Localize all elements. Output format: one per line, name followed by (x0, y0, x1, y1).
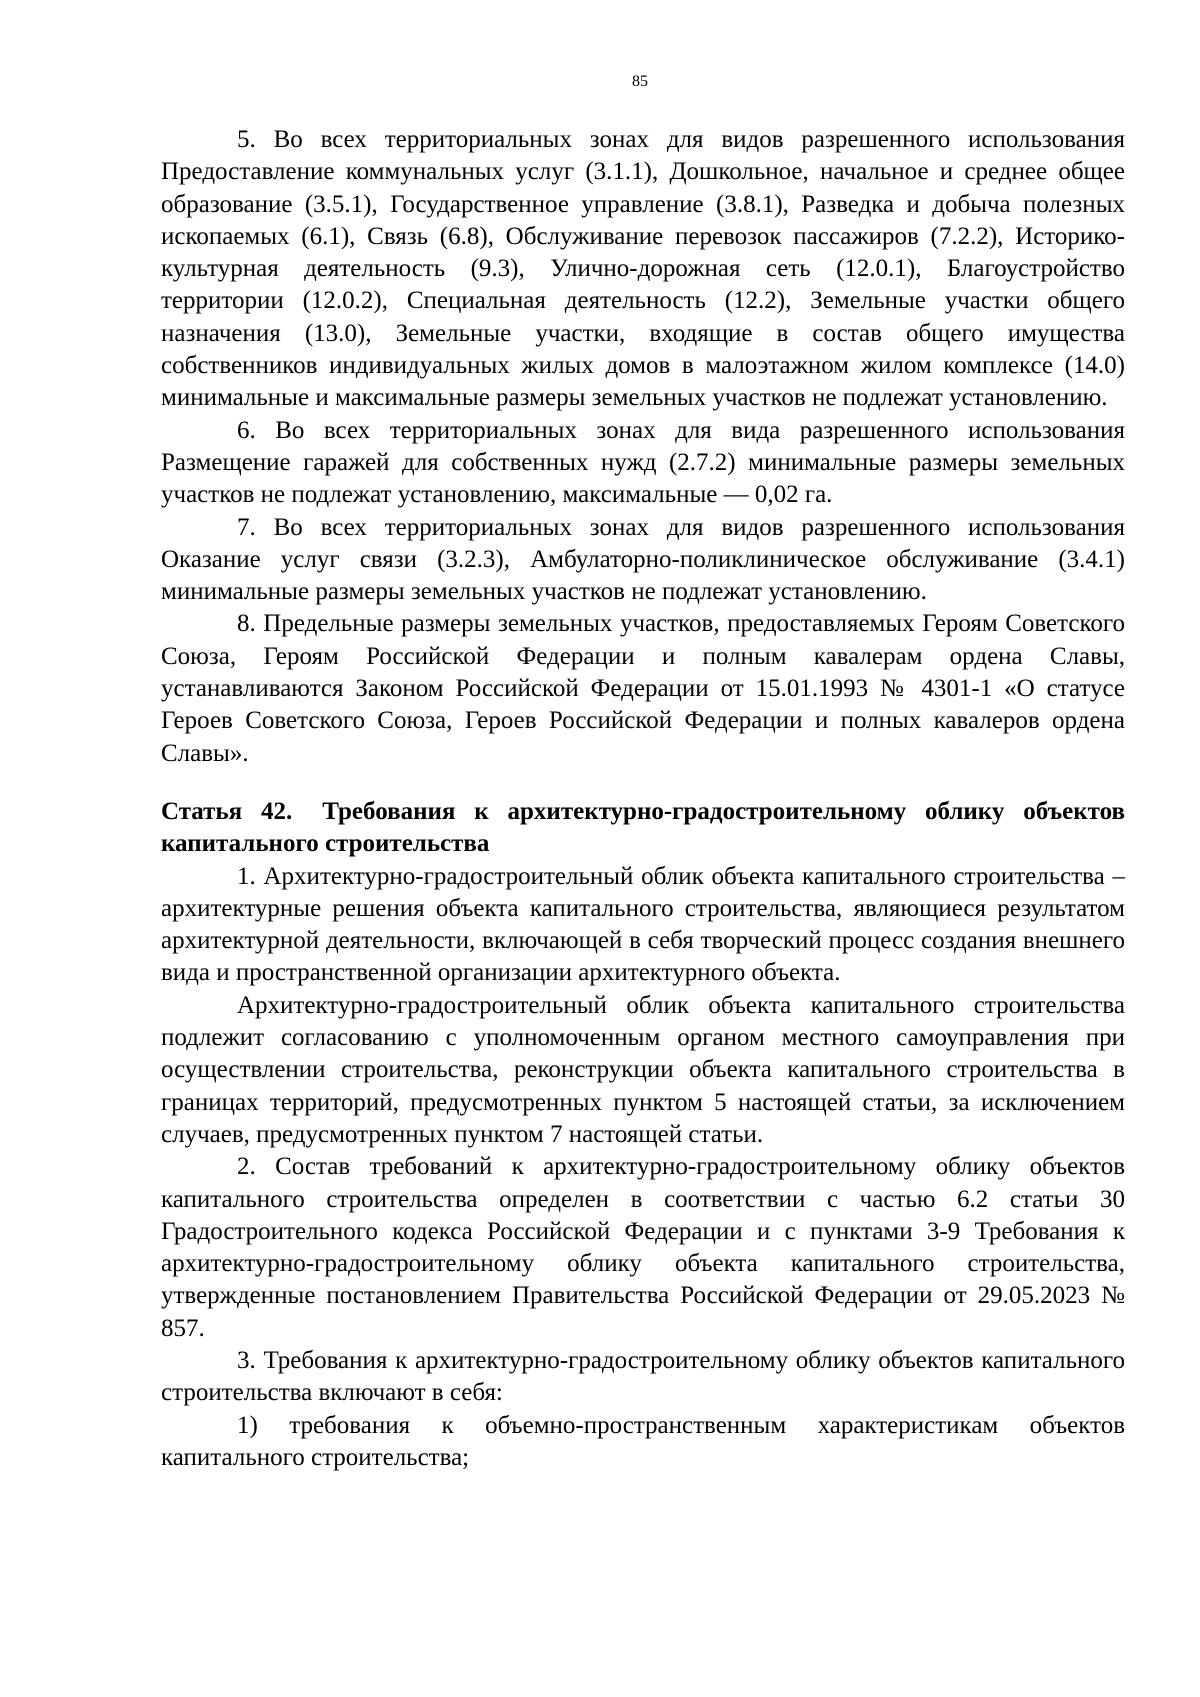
article-paragraph-3: 3. Требования к архитектурно-градостроительному облику объектов капитального строительства включают в себя: (161, 1346, 1125, 1407)
document-body (161, 124, 1125, 1474)
article-paragraph-2: 2. Состав требований к архитектурно-градостроительному облику объектов капитального строительства определен в соответствии с частью 6.2 статьи 30 Градостроительного кодекса Российской Федерации и с пунктами 3-9 Требования к архитектурно-градостроительному облику объекта капитального строительства, утвержденные постановлением Правительства Российской Федерации от 29.05.2023 № 857. (161, 1153, 1125, 1342)
article-paragraph-1: 1. Архитектурно-градостроительный облик объекта капитального строительства – архитектурные решения объекта капитального строительства, являющиеся результатом архитектурной деятельности, включающей в себя творческий процесс создания внешнего вида и пространственной организации архитектурного объекта. (161, 862, 1125, 987)
article-paragraph-1-cont: Архитектурно-градостроительный облик объекта капитального строительства подлежит согласованию с уполномоченным органом местного самоуправления при осуществлении строительства, реконструкции объекта капитального строительства в границах территорий, предусмотренных пунктом 5 настоящей статьи, за исключением случаев, предусмотренных пунктом 7 настоящей статьи. (161, 991, 1125, 1148)
paragraph-item-5: 5. Во всех территориальных зонах для видов разрешенного использования Предоставление коммунальных услуг (3.1.1), Дошкольное, начальное и среднее общее образование (3.5.1), Государственное управление (3.8.1), Разведка и добыча полезных ископаемых (6.1), Связь (6.8), Обслуживание перевозок пассажиров (7.2.2), Историко-культурная деятельность (9.3), Улично-дорожная сеть (12.0.1), Благоустройство территории (12.0.2), Специальная деятельность (12.2), Земельные участки общего назначения (13.0), Земельные участки, входящие в состав общего имущества собственников индивидуальных жилых домов в малоэтажном жилом комплексе (14.0) минимальные и максимальные размеры земельных участков не подлежат установлению. (161, 126, 1125, 412)
article-title: Требования к архитектурно-градостроительному облику объектов капитального строительства (161, 797, 1125, 858)
paragraph-item-7: 7. Во всех территориальных зонах для видов разрешенного использования Оказание услуг связи (3.2.3), Амбулаторно-поликлиническое обслуживание (3.4.1) минимальные размеры земельных участков не подлежат установлению. (161, 513, 1125, 606)
article-heading (161, 796, 1125, 861)
page-number: 85 (632, 73, 648, 90)
paragraph-item-8: 8. Предельные размеры земельных участков, предоставляемых Героям Советского Союза, Героям Российской Федерации и полным кавалерам ордена Славы, устанавливаются Законом Российской Федерации от 15.01.1993 № 4301-1 «О статусе Героев Советского Союза, Героев Российской Федерации и полных кавалеров ордена Славы». (161, 610, 1125, 767)
article-label: Статья 42. (161, 797, 293, 825)
paragraph-item-6: 6. Во всех территориальных зонах для вида разрешенного использования Размещение гаражей для собственных нужд (2.7.2) минимальные размеры земельных участков не подлежат установлению, максимальные — 0,02 га. (161, 416, 1125, 509)
article-subitem-1: 1) требования к объемно-пространственным характеристикам объектов капитального строительства; (161, 1411, 1125, 1471)
